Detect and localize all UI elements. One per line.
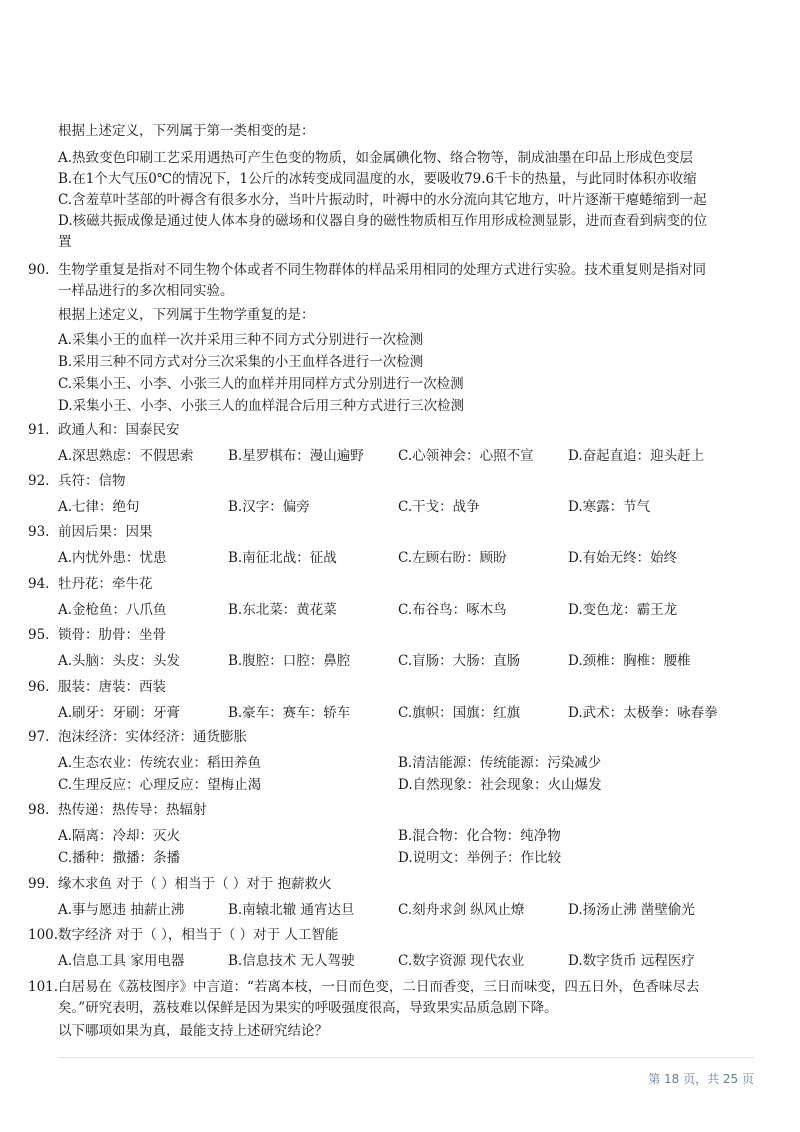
option-b: B.东北菜：黄花菜 <box>228 602 337 618</box>
question-stem: 政通人和：国泰民安 <box>58 422 180 438</box>
option-b: B.南辕北辙 通宵达旦 <box>228 902 355 918</box>
option-c: C.布谷鸟：啄木鸟 <box>398 602 507 618</box>
question-stem: 数字经济 对于（ ），相当于（ ）对于 人工智能 <box>58 927 339 943</box>
option-b: B.星罗棋布：漫山遍野 <box>228 448 364 464</box>
option-d: D.自然现象：社会现象：火山爆发 <box>398 777 602 793</box>
option-d: D.数字货币 远程医疗 <box>568 953 695 969</box>
option-c: C.左顾右盼：顾盼 <box>398 550 507 566</box>
option-d: D.颈椎：胸椎：腰椎 <box>568 653 691 669</box>
question-stem: 白居易在《荔枝图序》中言道：“若离本枝，一日而色变，二日而香变，三日而味变，四五日外，色香味尽去 <box>58 979 700 995</box>
option-d: D.变色龙：霸王龙 <box>568 602 678 618</box>
option-b: B.腹腔：口腔：鼻腔 <box>228 653 351 669</box>
question-number: 100. <box>28 927 59 943</box>
footer-divider <box>58 1057 754 1058</box>
option-c: C.刻舟求剑 纵风止燎 <box>398 902 525 918</box>
question-number: 94. <box>28 576 50 592</box>
option-a: A.采集小王的血样一次并采用三种不同方式分别进行一次检测 <box>58 332 424 348</box>
option-d: D.核磁共振成像是通过使人体本身的磁场和仪器自身的磁性物质相互作用形成检测显影，进而查看到病变的位 <box>58 213 708 229</box>
question-number: 92. <box>28 473 50 489</box>
question-stem: 热传递：热传导：热辐射 <box>58 802 207 818</box>
question-stem: 兵符：信物 <box>58 473 126 489</box>
option-b: B.南征北战：征战 <box>228 550 337 566</box>
question-number: 96. <box>28 679 50 695</box>
option-c: C.干戈：战争 <box>398 499 480 515</box>
option-b: B.豪车：赛车：轿车 <box>228 705 351 721</box>
option-d: D.采集小王、小李、小张三人的血样混合后用三种方式进行三次检测 <box>58 398 465 414</box>
option-a: A.深思熟虑：不假思索 <box>58 448 194 464</box>
question-stem: 牡丹花：牵牛花 <box>58 576 153 592</box>
option-b: B.在1个大气压0℃的情况下，1公斤的冰转变成同温度的水，要吸收79.6千卡的热量，与此同时体积亦收缩 <box>58 171 697 187</box>
option-d: D.扬汤止沸 凿壁偷光 <box>568 902 695 918</box>
option-b: B.信息技术 无人驾驶 <box>228 953 355 969</box>
option-a: A.事与愿违 抽薪止沸 <box>58 902 185 918</box>
option-c: C.盲肠：大肠：直肠 <box>398 653 521 669</box>
option-c: C.播种：撒播：条播 <box>58 850 181 866</box>
question-number: 99. <box>28 876 50 892</box>
option-d: D.寒露：节气 <box>568 499 651 515</box>
option-a: A.七律：绝句 <box>58 499 140 515</box>
option-d: D.有始无终：始终 <box>568 550 678 566</box>
question-number: 93. <box>28 524 50 540</box>
option-a: A.内忧外患：忧患 <box>58 550 167 566</box>
option-c: C.心领神会：心照不宣 <box>398 448 534 464</box>
option-a: A.刷牙：牙刷：牙膏 <box>58 705 181 721</box>
option-b: B.汉字：偏旁 <box>228 499 310 515</box>
option-a: A.隔离：冷却：灭火 <box>58 828 181 844</box>
question-number: 90. <box>28 262 50 278</box>
option-d: D.奋起直追：迎头赶上 <box>568 448 705 464</box>
question-stem: 锁骨：肋骨：坐骨 <box>58 627 166 643</box>
question-stem-wrap: 一样品进行的多次相同实验。 <box>58 283 234 299</box>
option-b: B.采用三种不同方式对分三次采集的小王血样各进行一次检测 <box>58 354 424 370</box>
page-number: 第 18 页，共 25 页 <box>648 1072 754 1086</box>
question-number: 98. <box>28 802 50 818</box>
question-number: 91. <box>28 422 50 438</box>
question-lead: 根据上述定义，下列属于第一类相变的是： <box>58 123 315 139</box>
option-c: C.生理反应：心理反应：望梅止渴 <box>58 777 262 793</box>
option-d: D.说明文：举例子：作比较 <box>398 850 562 866</box>
question-stem: 生物学重复是指对不同生物个体或者不同生物群体的样品采用相同的处理方式进行实验。技术重复则是指对同 <box>58 262 706 278</box>
question-number: 101. <box>28 979 59 995</box>
option-a: A.生态农业：传统农业：稻田养鱼 <box>58 755 262 771</box>
question-stem: 缘木求鱼 对于（ ）相当于（ ）对于 抱薪救火 <box>58 876 332 892</box>
option-a: A.头脑：头皮：头发 <box>58 653 181 669</box>
option-b: B.清洁能源：传统能源：污染减少 <box>398 755 602 771</box>
question-lead: 根据上述定义，下列属于生物学重复的是： <box>58 307 315 323</box>
option-c: C.含羞草叶茎部的叶褥含有很多水分，当叶片振动时，叶褥中的水分流向其它地方，叶片逐渐干瘪蜷缩到一起 <box>58 192 707 208</box>
question-stem-wrap: 矣。”研究表明，荔枝难以保鲜是因为果实的呼吸强度很高，导致果实品质急剧下降。 <box>58 1000 558 1016</box>
question-number: 97. <box>28 729 50 745</box>
question-number: 95. <box>28 627 50 643</box>
option-b: B.混合物：化合物：纯净物 <box>398 828 561 844</box>
option-d: D.武术：太极拳：咏春拳 <box>568 705 718 721</box>
option-a: A.信息工具 家用电器 <box>58 953 185 969</box>
option-d-wrap: 置 <box>58 234 72 250</box>
question-stem: 服装：唐装：西装 <box>58 679 166 695</box>
option-c: C.旗帜：国旗：红旗 <box>398 705 521 721</box>
question-stem: 泡沫经济：实体经济：通货膨胀 <box>58 729 247 745</box>
option-a: A.金枪鱼：八爪鱼 <box>58 602 167 618</box>
option-a: A.热致变色印刷工艺采用遇热可产生色变的物质，如金属碘化物、络合物等，制成油墨在印品上形成色变层 <box>58 150 694 166</box>
question-stem: 前因后果：因果 <box>58 524 153 540</box>
option-c: C.数字资源 现代农业 <box>398 953 525 969</box>
option-c: C.采集小王、小李、小张三人的血样并用同样方式分别进行一次检测 <box>58 376 464 392</box>
question-prompt: 以下哪项如果为真，最能支持上述研究结论？ <box>58 1023 328 1039</box>
